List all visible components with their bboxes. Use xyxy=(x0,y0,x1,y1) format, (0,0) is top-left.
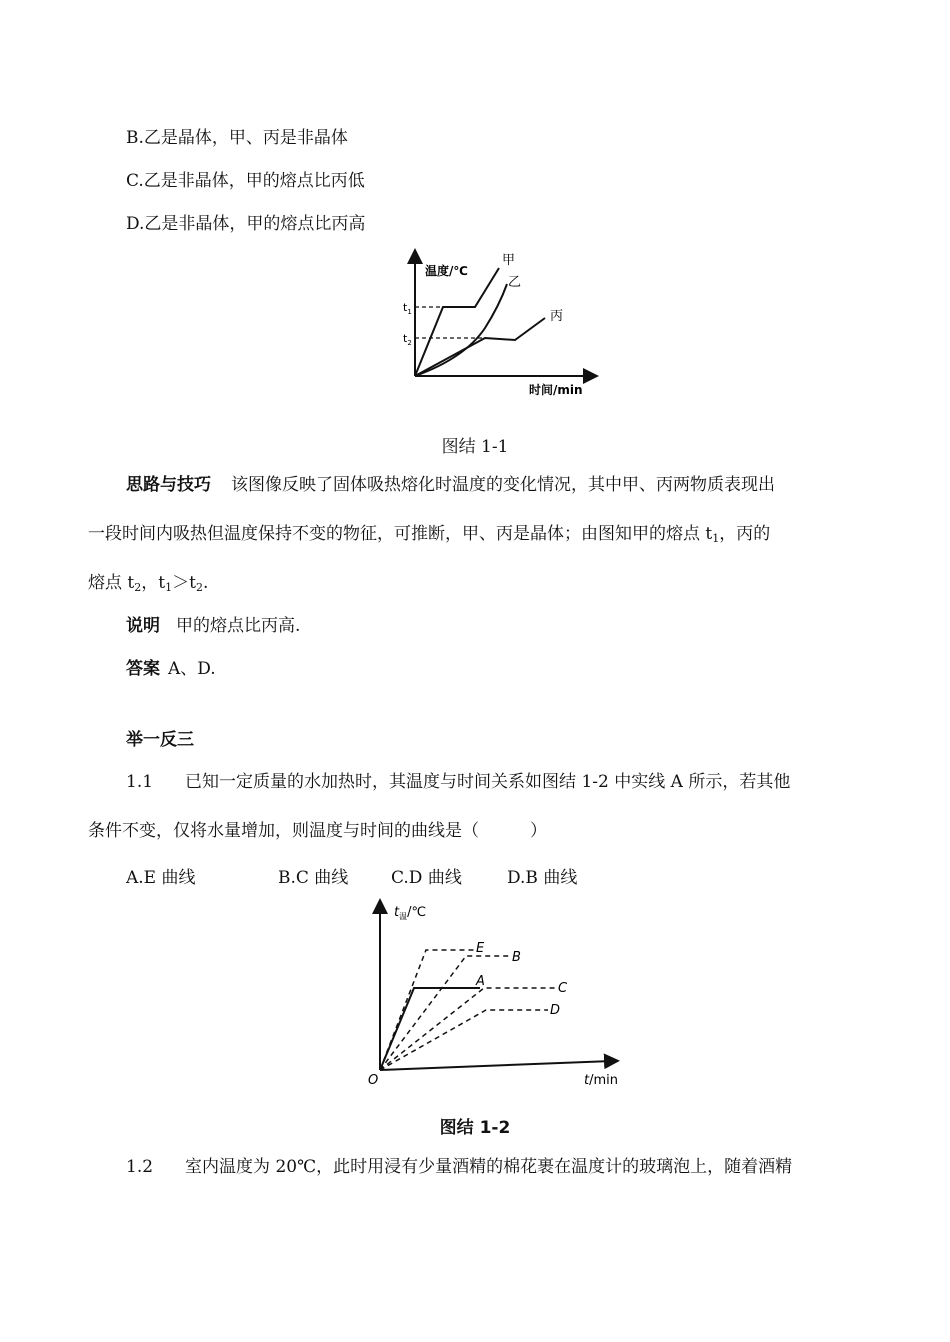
curve-d xyxy=(380,1010,548,1070)
curve-c-label: C xyxy=(558,981,568,996)
explain-label: 说明 xyxy=(126,616,160,636)
figure-2-caption: 图结 1-2 xyxy=(439,1118,511,1138)
curve-yi-label: 乙 xyxy=(508,275,522,290)
explain-line xyxy=(126,616,300,636)
q11-option-d: D.B 曲线 xyxy=(507,868,578,888)
answer-text: A、D. xyxy=(168,659,216,679)
curve-jia xyxy=(415,268,499,376)
option-b: B.乙是晶体，甲、丙是非晶体 xyxy=(126,128,348,148)
q12-line-1: 1.2 室内温度为 20℃，此时用浸有少量酒精的棉花裹在温度计的玻璃泡上，随着酒精 xyxy=(126,1157,793,1177)
curve-b xyxy=(380,956,510,1070)
q11-option-b: B.C 曲线 xyxy=(278,868,349,888)
curve-yi xyxy=(415,284,507,376)
q11-option-a: A.E 曲线 xyxy=(126,868,196,888)
answer-label: 答案 xyxy=(126,659,160,679)
figure-2-chart xyxy=(360,898,630,1090)
q11-line-2: 条件不变，仅将水量增加，则温度与时间的曲线是（ ） xyxy=(88,821,547,841)
explain-text: 甲的熔点比丙高. xyxy=(176,616,301,636)
t1-label: $t_1$ xyxy=(403,301,412,316)
curve-e-label: E xyxy=(476,941,485,956)
section-title: 举一反三 xyxy=(126,730,194,750)
q12-number: 1.2 xyxy=(126,1157,154,1177)
analysis-line-2: 一段时间内吸热但温度保持不变的物征，可推断，甲、丙是晶体；由图知甲的熔点 $t_1$，丙的 xyxy=(88,524,771,545)
option-d: D.乙是非晶体，甲的熔点比丙高 xyxy=(126,214,366,234)
curve-d-label: D xyxy=(550,1003,561,1018)
q11-line-1: 1.1 已知一定质量的水加热时，其温度与时间关系如图结 1-2 中实线 A 所示，若其他 xyxy=(126,772,791,792)
origin-label: O xyxy=(368,1073,379,1088)
curve-a-label: A xyxy=(476,974,485,989)
analysis-label: 思路与技巧 xyxy=(126,475,211,495)
x-axis-label: t/min xyxy=(584,1073,619,1088)
q11-number: 1.1 xyxy=(126,772,154,792)
curve-jia-label: 甲 xyxy=(502,253,516,268)
option-c: C.乙是非晶体，甲的熔点比丙低 xyxy=(126,171,365,191)
y-axis-label: $t_温/℃$ xyxy=(394,905,427,921)
q11-option-c: C.D 曲线 xyxy=(391,868,462,888)
curve-bing-label: 丙 xyxy=(550,309,564,324)
t2-label: $t_2$ xyxy=(403,332,412,347)
figure-1-chart xyxy=(395,248,605,400)
answer-line xyxy=(126,659,216,679)
figure-1-caption: 图结 1-1 xyxy=(441,437,509,457)
curve-b-label: B xyxy=(512,950,521,965)
y-axis-label: 温度/℃ xyxy=(425,264,468,278)
analysis-line-3: 熔点 $t_2$，$t_1>t_2$. xyxy=(88,573,209,594)
x-axis xyxy=(380,1061,612,1070)
analysis-line-1 xyxy=(126,475,775,495)
analysis-text-1: 该图像反映了固体吸热熔化时温度的变化情况，其中甲、丙两物质表现出 xyxy=(231,475,775,495)
x-axis-label: 时间/min xyxy=(529,383,583,397)
